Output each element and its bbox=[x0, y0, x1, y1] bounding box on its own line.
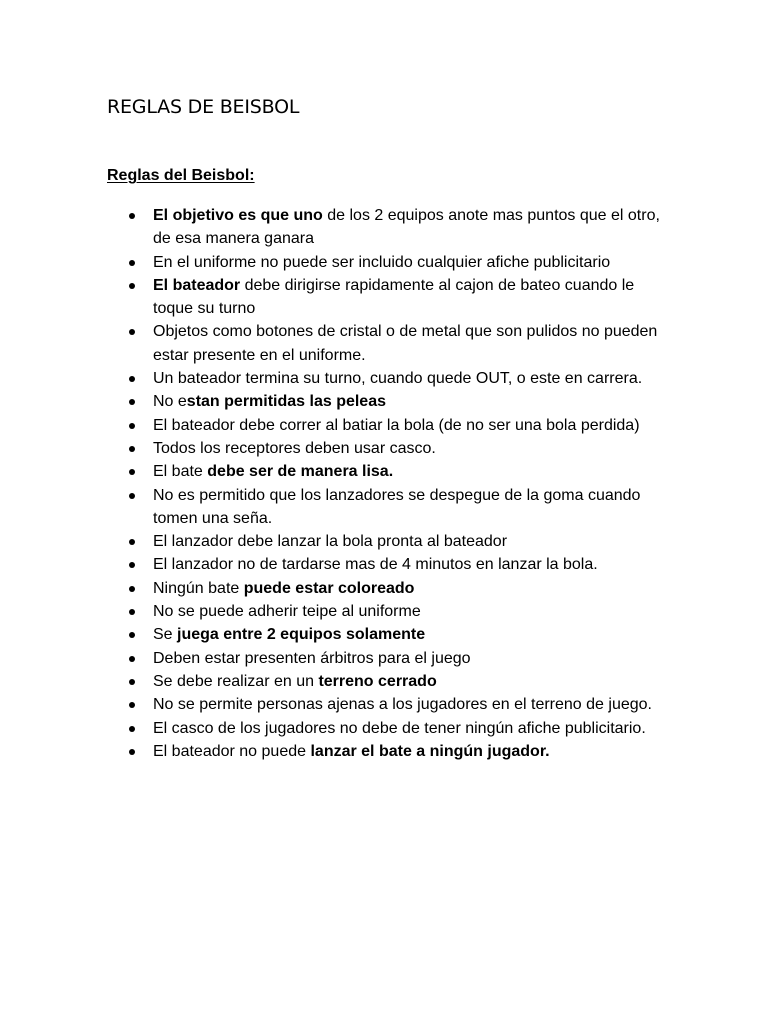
rule-item bbox=[107, 484, 667, 531]
rule-item bbox=[107, 251, 667, 274]
rule-text: El casco de los jugadores no debe de tener ningún afiche publicitario. bbox=[153, 719, 646, 737]
rule-item bbox=[107, 460, 667, 483]
section-heading: Reglas del Beisbol: bbox=[107, 167, 255, 184]
rule-item bbox=[107, 693, 667, 716]
bullet-icon bbox=[129, 562, 135, 568]
rule-text: debe dirigirse rapidamente al cajon de bateo cuando le toque su turno bbox=[153, 276, 635, 318]
bullet-icon bbox=[129, 399, 135, 405]
rule-text-bold: lanzar el bate a ningún jugador. bbox=[310, 742, 550, 760]
rule-item bbox=[107, 414, 667, 437]
bullet-icon bbox=[129, 469, 135, 475]
bullet-icon bbox=[129, 749, 135, 755]
bullet-icon bbox=[129, 586, 135, 592]
rule-text: Ningún bate bbox=[153, 579, 244, 597]
rule-text: El lanzador debe lanzar la bola pronta al bateador bbox=[153, 533, 508, 551]
document-title: REGLAS DE BEISBOL bbox=[107, 96, 300, 118]
rule-text: No e bbox=[153, 393, 187, 411]
rule-text-bold: puede estar coloreado bbox=[243, 579, 415, 597]
bullet-icon bbox=[129, 656, 135, 662]
rule-text: El bateador no puede bbox=[153, 742, 311, 760]
rule-text: Objetos como botones de cristal o de metal que son pulidos no pueden estar presente en el uniforme. bbox=[153, 323, 658, 364]
rule-text: Deben estar presenten árbitros para el juego bbox=[153, 649, 471, 667]
rule-text-bold: El bateador bbox=[153, 276, 241, 294]
bullet-icon bbox=[129, 679, 135, 685]
rule-text-bold: El objetivo es que uno bbox=[153, 207, 323, 224]
bullet-icon bbox=[129, 213, 135, 219]
bullet-icon bbox=[129, 702, 135, 708]
bullet-icon bbox=[129, 493, 135, 499]
bullet-icon bbox=[129, 632, 135, 638]
rule-item bbox=[107, 390, 667, 413]
rule-text-bold: terreno cerrado bbox=[318, 672, 437, 690]
rule-item bbox=[107, 274, 667, 321]
rule-item bbox=[107, 577, 667, 600]
bullet-icon bbox=[129, 423, 135, 429]
rule-text: Se bbox=[153, 626, 178, 644]
rule-item bbox=[107, 553, 667, 576]
rule-item bbox=[107, 320, 667, 367]
rule-item bbox=[107, 740, 667, 763]
bullet-icon bbox=[129, 260, 135, 266]
rule-text-bold: juega entre 2 equipos solamente bbox=[177, 626, 426, 644]
rule-text: Se debe realizar en un bbox=[153, 672, 319, 690]
rule-text: No se permite personas ajenas a los jugadores en el terreno de juego. bbox=[153, 696, 652, 714]
rule-text-bold: stan permitidas las peleas bbox=[186, 393, 386, 411]
rule-text: En el uniforme no puede ser incluido cualquier afiche publicitario bbox=[153, 253, 611, 271]
rule-item bbox=[107, 623, 667, 646]
rule-text-bold: debe ser de manera lisa. bbox=[207, 463, 394, 481]
rule-text: Un bateador termina su turno, cuando quede OUT, o este en carrera. bbox=[153, 370, 643, 388]
bullet-icon bbox=[129, 539, 135, 545]
rule-item bbox=[107, 530, 667, 553]
bullet-icon bbox=[129, 446, 135, 452]
bullet-icon bbox=[129, 376, 135, 382]
rule-text: El bate bbox=[153, 463, 208, 481]
bullet-icon bbox=[129, 609, 135, 615]
bullet-icon bbox=[129, 283, 135, 289]
rule-item bbox=[107, 437, 667, 460]
rule-text: de los 2 equipos anote mas puntos que el otro, de esa manera ganara bbox=[153, 207, 660, 248]
rule-item bbox=[107, 204, 667, 251]
rule-text: Todos los receptores deben usar casco. bbox=[153, 439, 436, 457]
rules-list bbox=[107, 204, 667, 763]
rule-item bbox=[107, 367, 667, 390]
rule-item bbox=[107, 647, 667, 670]
rule-item bbox=[107, 670, 667, 693]
rule-item bbox=[107, 717, 667, 740]
rule-text: El bateador debe correr al batiar la bola (de no ser una bola perdida) bbox=[153, 416, 640, 434]
rule-item bbox=[107, 600, 667, 623]
rule-text: No es permitido que los lanzadores se despegue de la goma cuando tomen una seña. bbox=[153, 486, 641, 527]
rule-text: No se puede adherir teipe al uniforme bbox=[153, 603, 421, 621]
bullet-icon bbox=[129, 329, 135, 335]
rule-text: El lanzador no de tardarse mas de 4 minutos en lanzar la bola. bbox=[153, 556, 598, 574]
bullet-icon bbox=[129, 726, 135, 732]
